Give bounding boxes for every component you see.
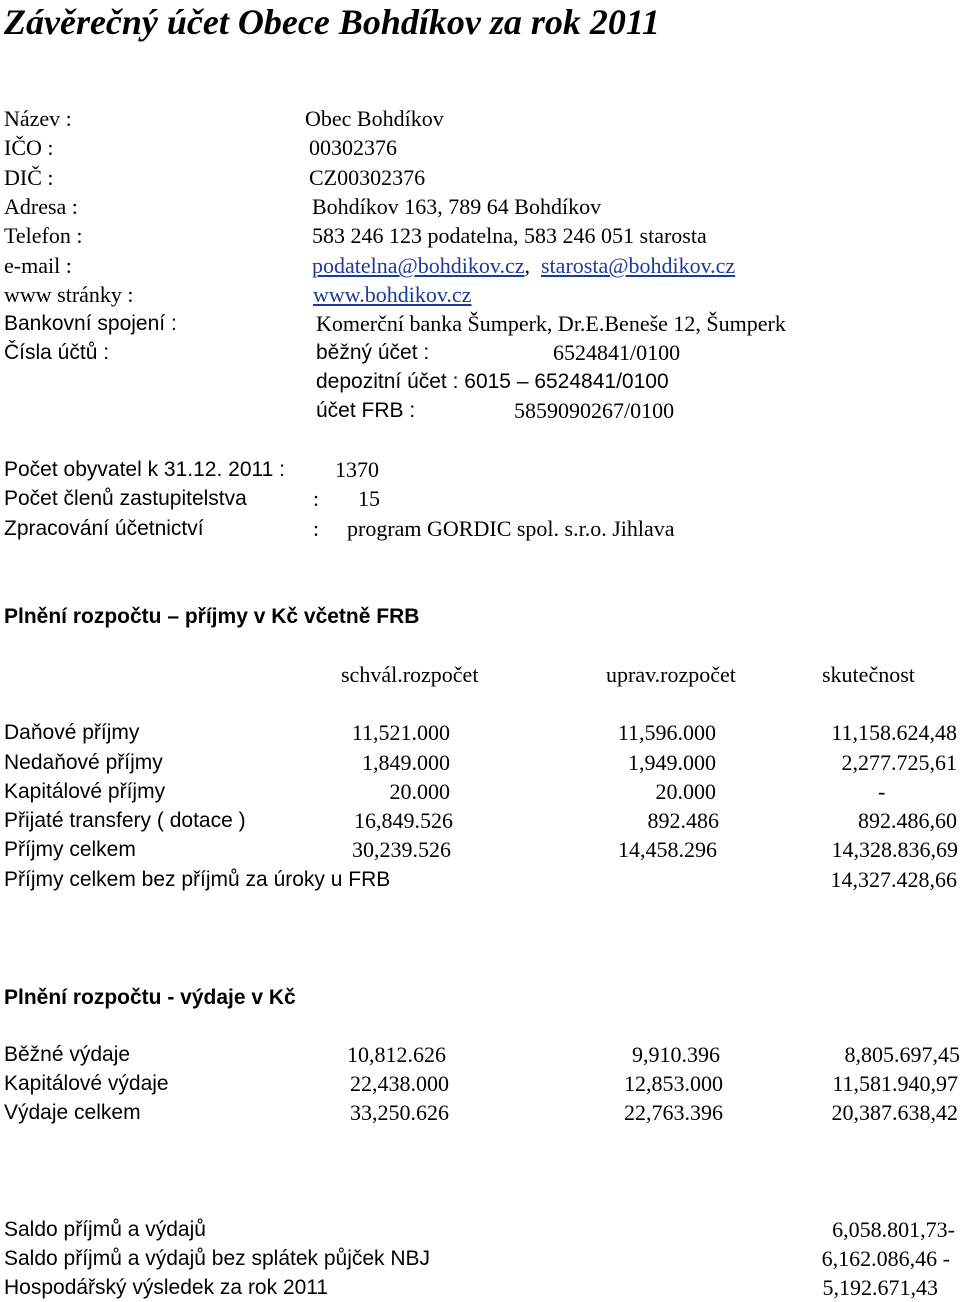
expense-row-approved: 10,812.626 — [347, 1042, 446, 1067]
col-header-approved: schvál.rozpočet — [341, 662, 479, 687]
email-link-starosta[interactable]: starosta@bohdikov.cz — [541, 253, 736, 278]
income-row-approved: 20.000 — [389, 779, 450, 804]
account-frb-label: účet FRB : — [316, 399, 416, 422]
income-row-actual: 11,158.624,48 — [831, 720, 957, 745]
bank-label: Bankovní spojení : — [4, 312, 177, 335]
income-row-adjusted: 892.486 — [647, 808, 719, 833]
expense-row-adjusted: 9,910.396 — [632, 1042, 720, 1067]
account-deposit: depozitní účet : 6015 – 6524841/0100 — [316, 370, 669, 393]
council-colon: : — [313, 486, 320, 511]
expense-row-approved: 33,250.626 — [350, 1100, 449, 1125]
account-current-label: běžný účet : — [316, 341, 430, 364]
income-row-label: Kapitálové příjmy — [4, 780, 166, 803]
income-row-adjusted: 14,458.296 — [618, 837, 717, 862]
expense-row-actual: 8,805.697,45 — [844, 1042, 960, 1067]
ico-value: 00302376 — [309, 135, 397, 160]
income-row-label: Daňové příjmy — [4, 721, 140, 744]
balance-row-label: Saldo příjmů a výdajů — [4, 1218, 206, 1241]
income-row-approved: 11,521.000 — [351, 720, 450, 745]
expense-row-adjusted: 12,853.000 — [624, 1071, 723, 1096]
web-label: www stránky : — [4, 282, 134, 307]
email-line — [312, 255, 735, 277]
email-separator: , — [524, 253, 530, 278]
expense-row-actual: 20,387.638,42 — [831, 1100, 958, 1125]
balance-row-label: Saldo příjmů a výdajů bez splátek půjček NBJ — [4, 1247, 431, 1270]
income-row-adjusted: 20.000 — [655, 779, 716, 804]
balance-row-value: 5,192.671,43 — [822, 1275, 938, 1300]
income-row-label: Příjmy celkem bez příjmů za úroky u FRB — [4, 868, 391, 891]
balance-row-label: Hospodářský výsledek za rok 2011 — [4, 1276, 329, 1299]
expense-row-approved: 22,438.000 — [350, 1071, 449, 1096]
balance-row-value: 6,162.086,46 - — [821, 1246, 950, 1271]
income-row-adjusted: 11,596.000 — [617, 720, 716, 745]
income-row-actual: - — [878, 779, 886, 804]
accounts-label: Čísla účtů : — [4, 341, 110, 364]
account-frb-value: 5859090267/0100 — [514, 398, 675, 423]
population-value: 1370 — [335, 457, 379, 482]
web-link[interactable]: www.bohdikov.cz — [313, 282, 472, 307]
name-label: Název : — [4, 106, 72, 131]
income-row-approved: 1,849.000 — [362, 750, 450, 775]
income-row-approved: 30,239.526 — [352, 837, 451, 862]
expenses-heading: Plnění rozpočtu - výdaje v Kč — [4, 986, 296, 1009]
council-label: Počet členů zastupitelstva — [4, 487, 247, 510]
account-current-value: 6524841/0100 — [553, 340, 681, 365]
income-row-actual: 2,277.725,61 — [841, 750, 957, 775]
dic-label: DIČ : — [4, 165, 54, 190]
name-value: Obec Bohdíkov — [305, 106, 444, 131]
phone-value: 583 246 123 podatelna, 583 246 051 starosta — [312, 223, 707, 248]
col-header-actual: skutečnost — [822, 662, 915, 687]
income-row-actual: 14,328.836,69 — [831, 837, 958, 862]
expense-row-label: Výdaje celkem — [4, 1101, 141, 1124]
income-row-label: Příjmy celkem — [4, 838, 136, 861]
income-row-approved: 16,849.526 — [354, 808, 453, 833]
phone-label: Telefon : — [4, 223, 83, 248]
address-label: Adresa : — [4, 194, 78, 219]
address-value: Bohdíkov 163, 789 64 Bohdíkov — [312, 194, 602, 219]
email-label: e-mail : — [4, 253, 72, 278]
expense-row-label: Kapitálové výdaje — [4, 1072, 169, 1095]
accounting-colon: : — [313, 516, 320, 541]
balance-row-value: 6,058.801,73- — [832, 1217, 955, 1242]
ico-label: IČO : — [4, 135, 54, 160]
bank-value: Komerční banka Šumperk, Dr.E.Beneše 12, Šumperk — [316, 311, 786, 336]
expense-row-label: Běžné výdaje — [4, 1043, 131, 1066]
email-link-podatelna[interactable]: podatelna@bohdikov.cz — [312, 253, 525, 278]
col-header-adjusted: uprav.rozpočet — [606, 662, 736, 687]
income-row-label: Přijaté transfery ( dotace ) — [4, 809, 246, 832]
income-row-actual: 14,327.428,66 — [830, 867, 957, 892]
income-row-adjusted: 1,949.000 — [628, 750, 716, 775]
income-row-actual: 892.486,60 — [858, 808, 957, 833]
council-value: 15 — [358, 486, 380, 511]
expense-row-adjusted: 22,763.396 — [624, 1100, 723, 1125]
accounting-value: program GORDIC spol. s.r.o. Jihlava — [347, 516, 675, 541]
population-label: Počet obyvatel k 31.12. 2011 : — [4, 458, 285, 481]
income-heading: Plnění rozpočtu – příjmy v Kč včetně FRB — [4, 605, 420, 628]
accounting-label: Zpracování účetnictví — [4, 517, 204, 540]
expense-row-actual: 11,581.940,97 — [832, 1071, 958, 1096]
page-title: Závěrečný účet Obece Bohdíkov za rok 2011 — [4, 2, 660, 42]
income-row-label: Nedaňové příjmy — [4, 751, 163, 774]
dic-value: CZ00302376 — [309, 165, 426, 190]
